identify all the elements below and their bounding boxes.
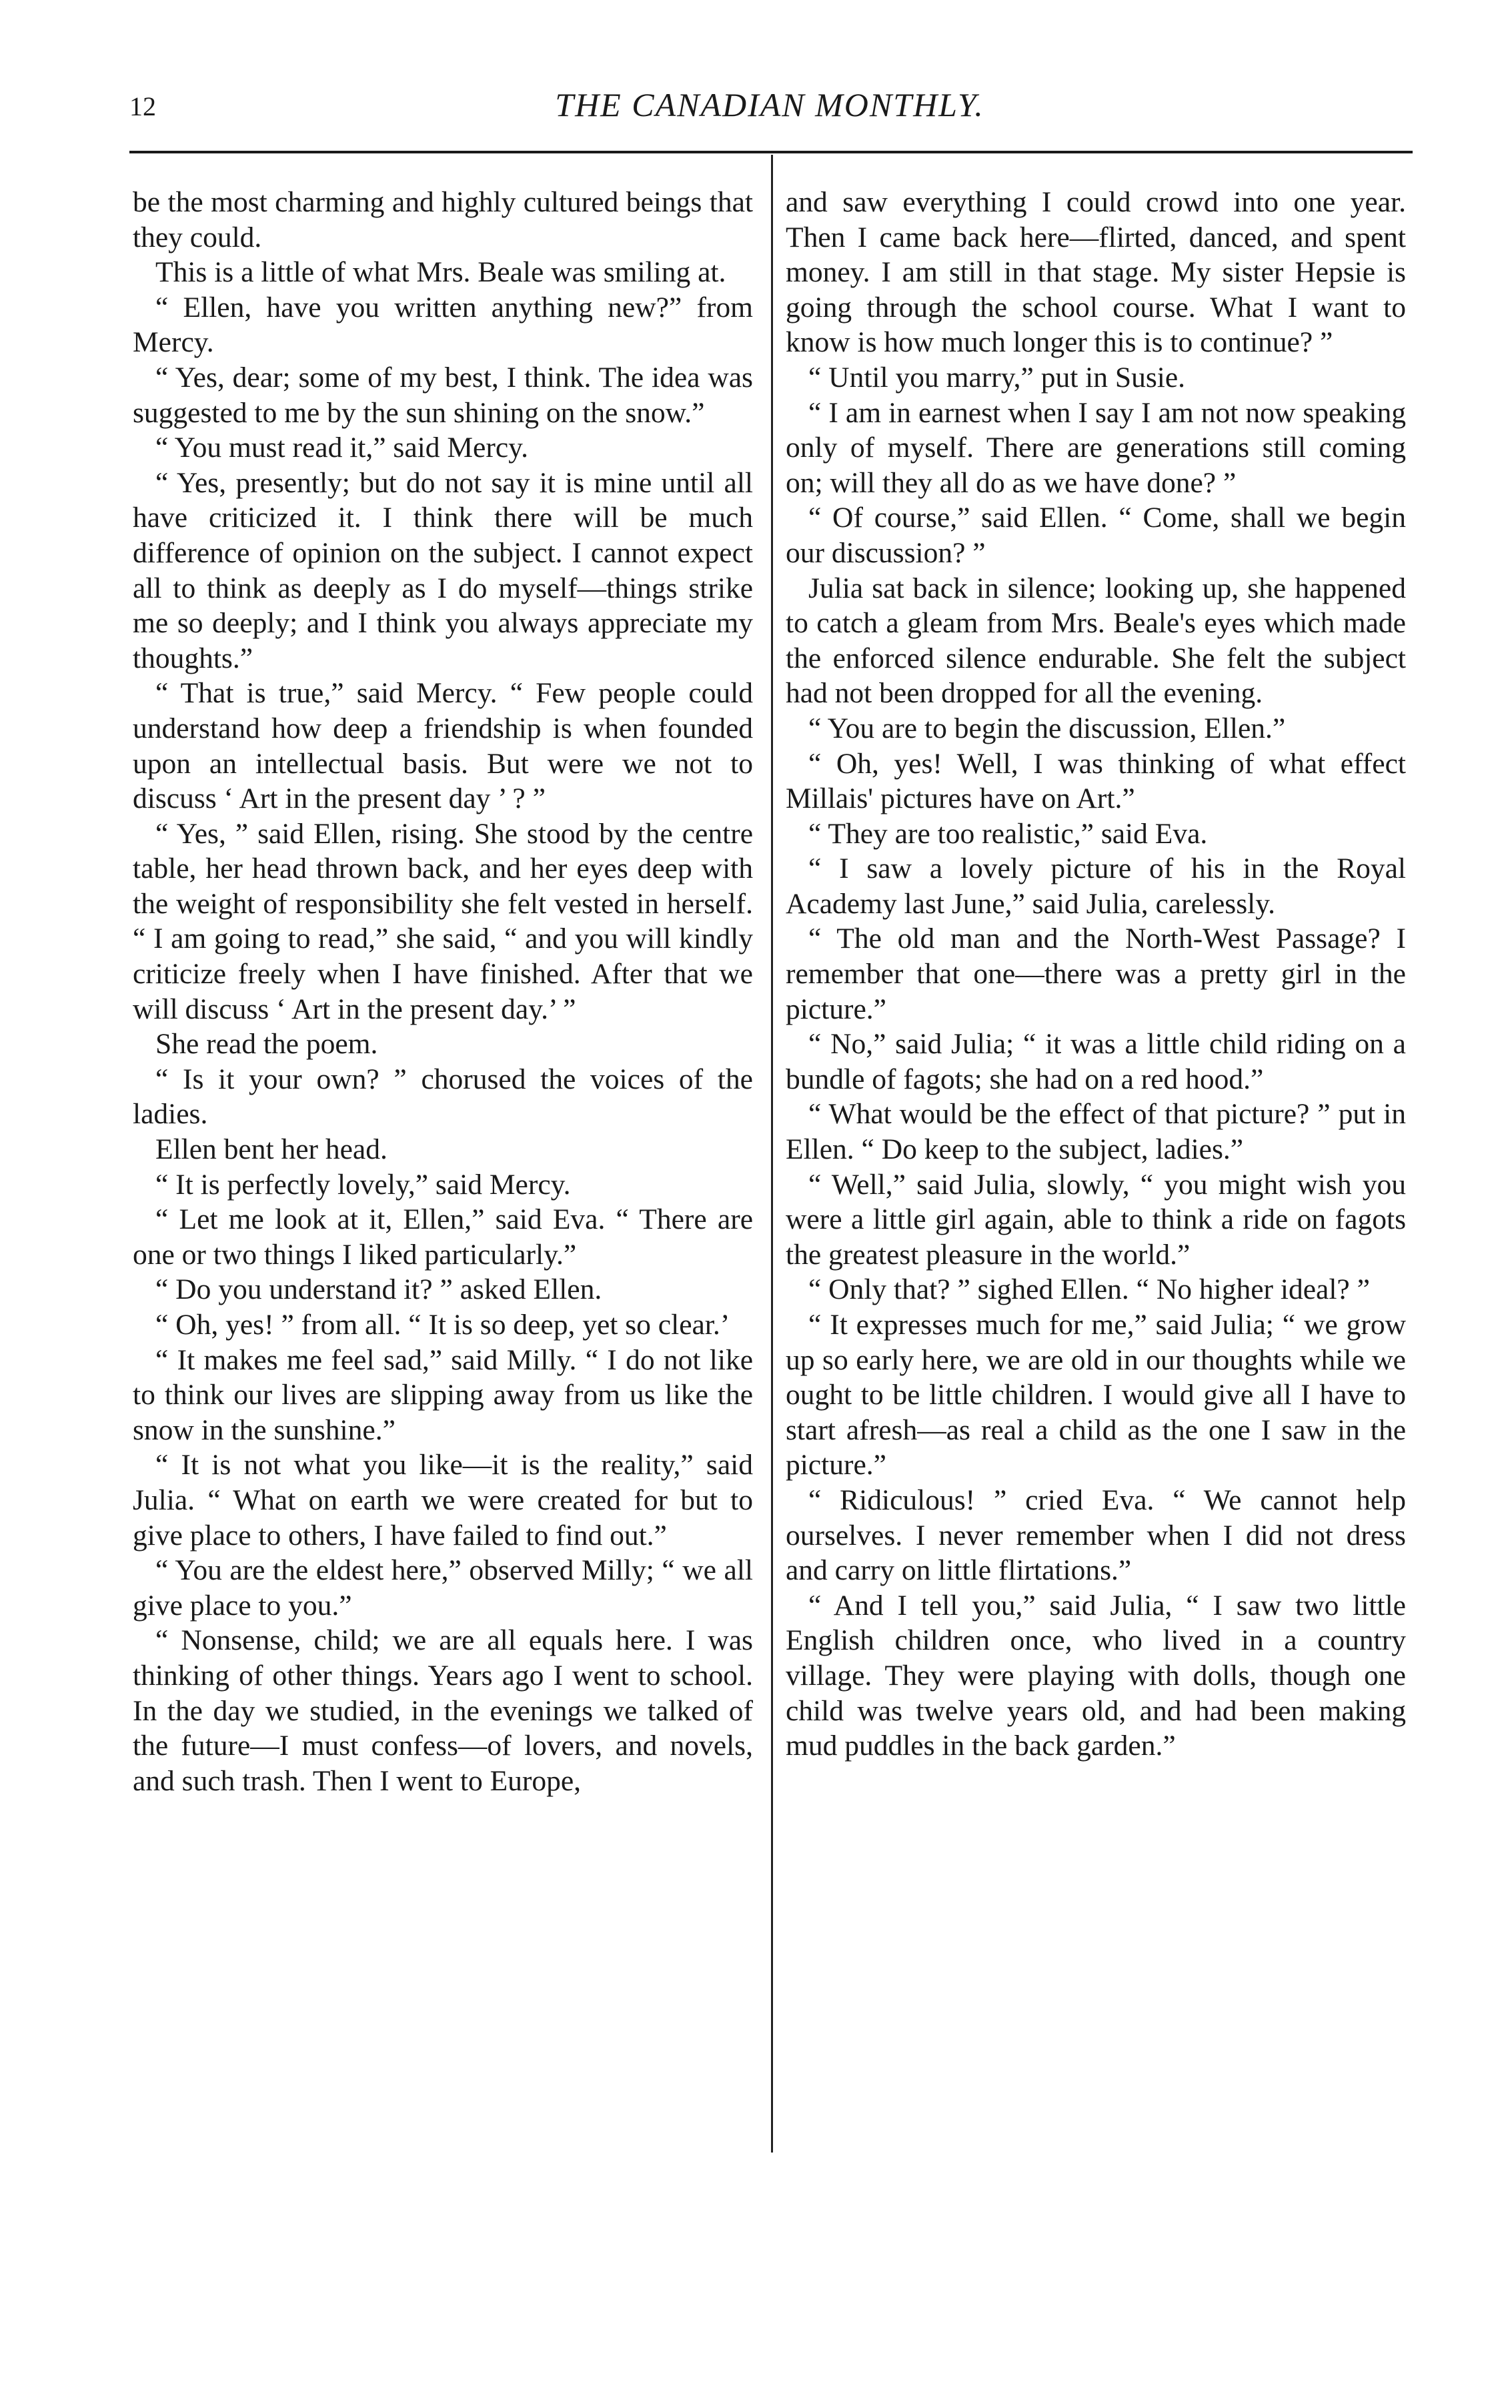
paragraph: “ Nonsense, child; we are all equals here. I was thinking of other things. Years ago I went to school. In the day we studied, in the evenings we talked of the future—I must confess—of lovers, and novels, and such trash. Then I went to Europe, bbox=[133, 1624, 753, 1797]
paragraph: “ Is it your own? ” chorused the voices of the ladies. bbox=[133, 1063, 753, 1131]
paragraph: “ It makes me feel sad,” said Milly. “ I do not like to think our lives are slipping away from us like the snow in the sunshine.” bbox=[133, 1343, 753, 1446]
paragraph: “ You are to begin the discussion, Ellen.” bbox=[808, 712, 1286, 744]
page-number: 12 bbox=[129, 91, 156, 121]
paragraph: “ Well,” said Julia, slowly, “ you might wish you were a little girl again, able to think a ride on fagots the greatest pleasure in the world.” bbox=[786, 1168, 1406, 1271]
paragraph: “ And I tell you,” said Julia, “ I saw two little English children once, who lived in a country village. They were playing with dolls, though one child was twelve years old, and had been making mud puddles in the back garden.” bbox=[786, 1589, 1406, 1762]
paragraph: “ Ellen, have you written anything new?” from Mercy. bbox=[133, 291, 753, 359]
paragraph: “ Do you understand it? ” asked Ellen. bbox=[155, 1273, 602, 1306]
paragraph: be the most charming and highly cultured beings that they could. bbox=[133, 186, 753, 253]
paragraph: “ They are too realistic,” said Eva. bbox=[808, 817, 1208, 850]
left-column bbox=[133, 185, 753, 1798]
running-title: THE CANADIAN MONTHLY. bbox=[555, 86, 984, 123]
paragraph: “ I saw a lovely picture of his in the Royal Academy last June,” said Julia, carelessly. bbox=[786, 852, 1406, 920]
paragraph: “ You must read it,” said Mercy. bbox=[155, 432, 528, 464]
paragraph: This is a little of what Mrs. Beale was smiling at. bbox=[155, 256, 726, 289]
paragraph: “ The old man and the North-West Passage? I remember that one—there was a pretty girl in the picture.” bbox=[786, 923, 1406, 1025]
paragraph: “ That is true,” said Mercy. “ Few people could understand how deep a friendship is when founded upon an intellectual basis. But were we not to discuss ‘ Art in the present day ’ ? ” bbox=[133, 677, 753, 815]
paragraph: “ Of course,” said Ellen. “ Come, shall we begin our discussion? ” bbox=[786, 502, 1406, 569]
paragraph: Ellen bent her head. bbox=[155, 1133, 388, 1166]
paragraph: “ No,” said Julia; “ it was a little child riding on a bundle of fagots; she had on a red hood.” bbox=[786, 1028, 1406, 1095]
paragraph: Julia sat back in silence; looking up, she happened to catch a gleam from Mrs. Beale's eyes which made the enforced silence endurable. She felt the subject had not been dropped for all the evening. bbox=[786, 572, 1406, 710]
paragraph: and saw everything I could crowd into one year. Then I came back here—flirted, danced, and spent money. I am still in that stage. My sister Hepsie is going through the school course. What I want to know is how much longer this is to continue? ” bbox=[786, 186, 1406, 359]
paragraph: “ You are the eldest here,” observed Milly; “ we all give place to you.” bbox=[133, 1554, 753, 1622]
right-column bbox=[786, 185, 1406, 1764]
paragraph: “ Oh, yes! ” from all. “ It is so deep, yet so clear.’ bbox=[155, 1309, 730, 1341]
paragraph: “ It is perfectly lovely,” said Mercy. bbox=[155, 1168, 571, 1201]
paragraph: “ Oh, yes! Well, I was thinking of what effect Millais' pictures have on Art.” bbox=[786, 747, 1406, 815]
paragraph: “ Until you marry,” put in Susie. bbox=[808, 361, 1186, 394]
paragraph: “ Yes, ” said Ellen, rising. She stood by the centre table, her head thrown back, and her eyes deep with the weight of responsibility she felt vested in herself. “ I am going to read,” she said, “ and you will kindly criticize freely when I have finished. After that we will discuss ‘ Art in the present day.’ ” bbox=[133, 817, 753, 1025]
paragraph: “ I am in earnest when I say I am not now speaking only of myself. There are generations still coming on; will they all do as we have done? ” bbox=[786, 396, 1406, 499]
page-header bbox=[129, 85, 1410, 139]
paragraph: “ It is not what you like—it is the reality,” said Julia. “ What on earth we were created for but to give place to others, I have failed to find out.” bbox=[133, 1449, 753, 1552]
header-rule bbox=[129, 151, 1413, 153]
column-divider bbox=[771, 155, 773, 2153]
paragraph: She read the poem. bbox=[155, 1028, 378, 1061]
paragraph: “ Yes, dear; some of my best, I think. The idea was suggested to me by the sun shining on the snow.” bbox=[133, 361, 753, 429]
paragraph: “ Let me look at it, Ellen,” said Eva. “ There are one or two things I liked particularly.” bbox=[133, 1203, 753, 1271]
paragraph: “ What would be the effect of that picture? ” put in Ellen. “ Do keep to the subject, ladies.” bbox=[786, 1098, 1406, 1166]
paragraph: “ Yes, presently; but do not say it is mine until all have criticized it. I think there will be much difference of opinion on the subject. I cannot expect all to think as deeply as I do myself—things strike me so deeply; and I think you always appreciate my thoughts.” bbox=[133, 466, 753, 674]
paragraph: “ Only that? ” sighed Ellen. “ No higher ideal? ” bbox=[808, 1273, 1370, 1306]
paragraph: “ Ridiculous! ” cried Eva. “ We cannot help ourselves. I never remember when I did not dress and carry on little flirtations.” bbox=[786, 1483, 1406, 1587]
paragraph: “ It expresses much for me,” said Julia; “ we grow up so early here, we are old in our thoughts while we ought to be little children. I would give all I have to start afresh—as real a child as the one I saw in the picture.” bbox=[786, 1309, 1406, 1481]
